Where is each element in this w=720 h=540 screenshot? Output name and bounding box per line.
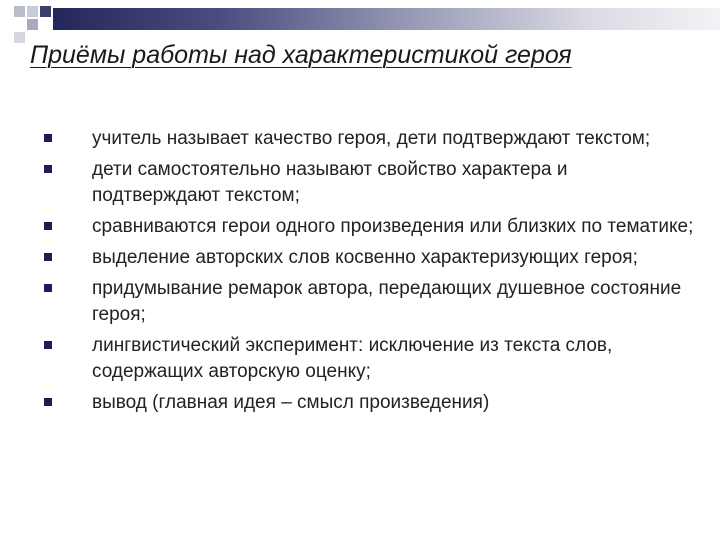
decor-square: [14, 6, 25, 17]
decor-square: [27, 6, 38, 17]
square-bullet-icon: [44, 134, 52, 142]
list-item-text: лингвистический эксперимент: исключение из текста слов, содержащих авторскую оценку;: [92, 335, 613, 382]
list-item: [40, 245, 700, 271]
list-item-text: вывод (главная идея – смысл произведения): [92, 392, 490, 413]
square-bullet-icon: [44, 341, 52, 349]
list-item-text: придумывание ремарок автора, передающих душевное состояние героя;: [92, 278, 682, 325]
bullet-list: [40, 126, 700, 421]
list-item: [40, 390, 700, 416]
list-item: [40, 333, 700, 385]
list-item-text: сравниваются герои одного произведения или близких по тематике;: [92, 216, 694, 237]
square-bullet-icon: [44, 284, 52, 292]
list-item-text: выделение авторских слов косвенно характеризующих героя;: [92, 247, 638, 268]
header-gradient-bar: [53, 8, 720, 30]
list-item: [40, 126, 700, 152]
square-bullet-icon: [44, 398, 52, 406]
square-bullet-icon: [44, 165, 52, 173]
list-item: [40, 157, 700, 209]
decor-square: [40, 6, 51, 17]
list-item: [40, 276, 700, 328]
slide-title: Приёмы работы над характеристикой героя: [30, 41, 572, 69]
list-item-text: учитель называет качество героя, дети подтверждают текстом;: [92, 128, 651, 149]
square-bullet-icon: [44, 253, 52, 261]
list-item: [40, 214, 700, 240]
square-bullet-icon: [44, 222, 52, 230]
decor-square: [27, 19, 38, 30]
list-item-text: дети самостоятельно называют свойство характера и подтверждают текстом;: [92, 159, 568, 206]
decor-square: [14, 32, 25, 43]
